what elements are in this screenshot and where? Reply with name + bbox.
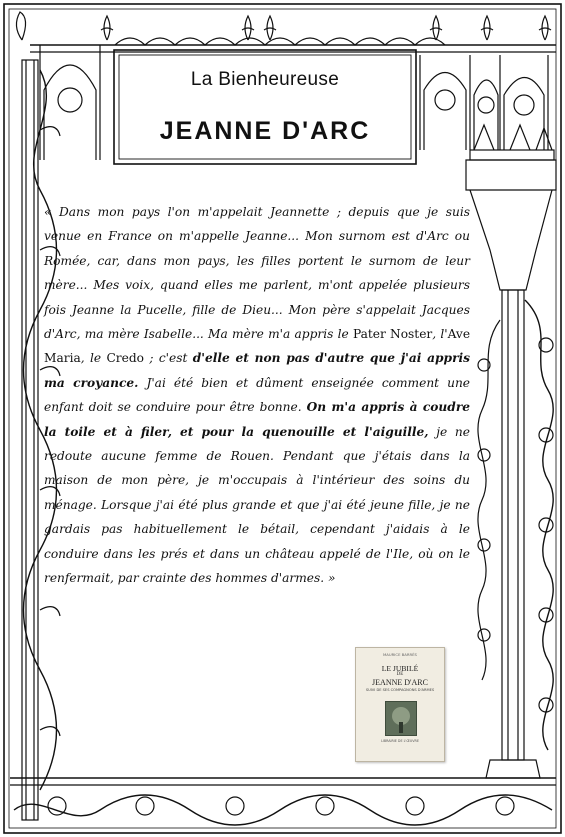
book-author: MAURICE BARRÈS (383, 652, 417, 657)
quote-text: ; c'est (144, 351, 193, 366)
title-line-1: La Bienheureuse (190, 69, 340, 90)
book-subtitle: SUIVI DE SES COMPAGNONS D'ARMES (365, 688, 435, 692)
quote-text: , le (80, 351, 107, 366)
title-line-2: JEANNE D'ARC (159, 117, 371, 145)
book-title-3: JEANNE D'ARC (372, 678, 428, 687)
prayer-credo: Credo (106, 351, 144, 366)
title-panel (117, 53, 413, 161)
quote-text: « Dans mon pays l'on m'appelait Jeannette ; depuis que je suis venue en France on m'appelle Jeanne... Mon surnom est d'Arc ou Romée, car, dans mon pays, les filles portent le surnom de leur mère... Mes voix, quand elles me parlent, m'ont appelée plusieurs fois Jeanne la Pucelle, fille de Dieu... Mon père s'appelait Jacques d'Arc, ma mère Isabelle... Ma mère m'a appris le (44, 205, 470, 342)
quote-text: J'ai été bien et dûment enseignée comment une enfant doit se conduire pour être bonne. (44, 375, 471, 415)
quote-text: je ne redoute aucune femme de Rouen. Pendant que j'étais dans la maison de mon père, je m'occupais à l'intérieur des soins du ménage. Lorsque j'ai été plus grande et que j'ai été jeune fille, je ne gardais pas habituellement le bétail, cependant j'aidais à le conduire dans les prés et dans un château appelé de l'Ile, où on le renfermait, par crainte des hommes d'armes. » (44, 424, 470, 586)
quote-paragraph (44, 200, 470, 591)
quote-emphasis: On m'a appris à coudre la toile et à filer, et pour la quenouille et l'aiguille, (44, 400, 470, 439)
book-cover-thumbnail (355, 647, 445, 762)
quote-text: , l' (432, 327, 448, 342)
prayer-ave-maria: Ave Maria (44, 327, 471, 366)
book-title-1: LE JUBILÉ (381, 664, 419, 673)
prayer-pater-noster: Pater Noster (352, 327, 433, 342)
book-cover-image (385, 701, 417, 736)
book-publisher: LIBRAIRIE DE L'ŒUVRE (381, 739, 419, 743)
book-title-2: DE (396, 672, 404, 677)
tree-trunk (399, 722, 403, 733)
quote-emphasis: d'elle et non pas d'autre que j'ai appris ma croyance. (44, 351, 470, 390)
